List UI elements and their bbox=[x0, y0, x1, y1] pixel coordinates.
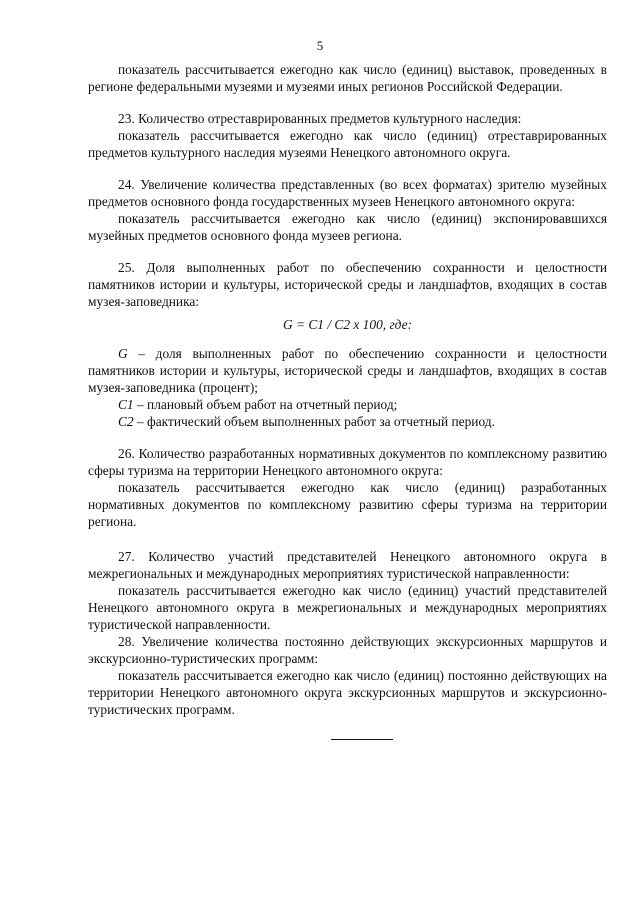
item-26-title: 26. Количество разработанных нормативных документов по комплексному развитию сферы туризма на территории Ненецкого автономного округа: bbox=[88, 446, 607, 478]
item-23-title: 23. Количество отреставрированных предметов культурного наследия: bbox=[118, 111, 522, 126]
item-25-def-c2 bbox=[88, 413, 607, 430]
page-number: 5 bbox=[316, 38, 324, 53]
item-24-text: показатель рассчитывается ежегодно как число (единиц) экспонировавшихся музейных предметов основного фонда музеев региона. bbox=[88, 211, 607, 243]
var-g: G bbox=[118, 346, 128, 361]
item-23-text: показатель рассчитывается ежегодно как число (единиц) отреставрированных предметов культурного наследия музеями Ненецкого автономного округа. bbox=[88, 128, 607, 160]
end-rule bbox=[331, 739, 393, 740]
item-26-text: показатель рассчитывается ежегодно как число (единиц) разработанных нормативных документов по комплексному развитию сферы туризма на территории региона. bbox=[88, 480, 607, 529]
item-25-def-g bbox=[88, 345, 607, 396]
document-body bbox=[88, 61, 607, 718]
var-c1: C1 bbox=[118, 397, 134, 412]
var-c2: C2 bbox=[118, 414, 134, 429]
item-27-title: 27. Количество участий представителей Ненецкого автономного округа в межрегиональных и международных мероприятиях туристической направленности: bbox=[88, 549, 607, 581]
item-25-def-c1 bbox=[88, 396, 607, 413]
item-28-text: показатель рассчитывается ежегодно как число (единиц) постоянно действующих на территории Ненецкого автономного округа экскурсионных маршрутов и экскурсионно-туристических программ. bbox=[88, 668, 607, 717]
item-25-title: 25. Доля выполненных работ по обеспечению сохранности и целостности памятников истории и культуры, исторической среды и ландшафтов, входящих в состав музея-заповедника: bbox=[88, 260, 607, 309]
intro-paragraph: показатель рассчитывается ежегодно как число (единиц) выставок, проведенных в регионе федеральными музеями и музеями иных регионов Российской Федерации. bbox=[88, 62, 607, 94]
var-c1-desc: – плановый объем работ на отчетный период; bbox=[133, 397, 398, 412]
item-25-formula: G = C1 / C2 x 100, где: bbox=[282, 317, 413, 332]
item-27-text: показатель рассчитывается ежегодно как число (единиц) участий представителей Ненецкого автономного округа в межрегиональных и международных мероприятиях туристической направленности. bbox=[88, 583, 607, 632]
item-24-title: 24. Увеличение количества представленных (во всех форматах) зрителю музейных предметов основного фонда государственных музеев Ненецкого автономного округа: bbox=[88, 177, 607, 209]
item-28-title: 28. Увеличение количества постоянно действующих экскурсионных маршрутов и экскурсионно-туристических программ: bbox=[88, 634, 607, 666]
var-g-desc: – доля выполненных работ по обеспечению сохранности и целостности памятников истории и культуры, исторической среды и ландшафтов, входящих в состав музея-заповедника (процент); bbox=[88, 346, 607, 395]
var-c2-desc: – фактический объем выполненных работ за отчетный период. bbox=[133, 414, 495, 429]
